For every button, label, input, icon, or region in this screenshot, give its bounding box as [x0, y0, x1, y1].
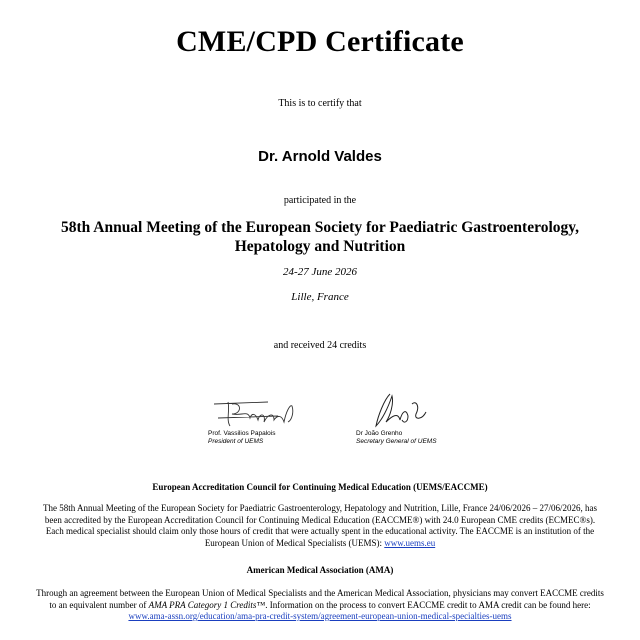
- eaccme-heading: European Accreditation Council for Continuing Medical Education (UEMS/EACCME): [152, 482, 488, 492]
- signature-block-secretary: [356, 390, 506, 446]
- ama-text-after: . Information on the process to convert EACCME credit to AMA credit can be found here:: [265, 599, 591, 610]
- ama-paragraph: [36, 588, 604, 623]
- participated-text: participated in the: [283, 195, 357, 206]
- event-name: [0, 218, 640, 256]
- event-location: Lille, France: [291, 291, 349, 303]
- ama-text-before: Through an agreement between the European Union of Medical Specialists and the American Medical Association, physicians may convert EACCME credits to an equivalent number of: [36, 588, 604, 610]
- ama-link[interactable]: www.ama-assn.org/education/ama-pra-credit-system/agreement-european-union-medical-specialties-uems: [128, 611, 512, 621]
- recipient-name: Dr. Arnold Valdes: [258, 148, 382, 165]
- signature-image-secretary: [356, 390, 456, 430]
- signature-role-secretary: Secretary General of UEMS: [356, 438, 437, 445]
- event-dates: 24-27 June 2026: [283, 266, 357, 278]
- certificate-title: CME/CPD Certificate: [176, 25, 464, 58]
- eaccme-text: The 58th Annual Meeting of the European Society for Paediatric Gastroenterology, Hepatology and Nutrition, Lille, France 24/06/2026 – 27/06/2026, has been accredited by the European Accreditation Council for Continuing Medical Education (EACCME®) with 24.0 European CME credits (ECMEC®s). Each medical specialist should claim only those hours of credit that were actually spent in the educational activity. The EACCME is an institution of the European Union of Medical Specialists (UEMS):: [42, 503, 598, 548]
- signature-image-president: [208, 390, 308, 430]
- uems-link[interactable]: www.uems.eu: [384, 537, 436, 548]
- event-name-line1: 58th Annual Meeting of the European Society for Paediatric Gastroenterology,: [60, 219, 580, 236]
- ama-credit-name: AMA PRA Category 1 Credits™: [148, 599, 266, 610]
- certify-text: This is to certify that: [278, 98, 362, 109]
- ama-heading: American Medical Association (AMA): [246, 565, 394, 575]
- eaccme-paragraph: [36, 503, 604, 549]
- signature-role-president: President of UEMS: [208, 438, 264, 445]
- signature-block-president: [208, 390, 358, 446]
- signature-name-president: Prof. Vassilios Papalois: [208, 430, 276, 437]
- credits-text: and received 24 credits: [273, 340, 367, 351]
- event-name-line2: Hepatology and Nutrition: [234, 238, 406, 255]
- signature-name-secretary: Dr João Grenho: [356, 430, 403, 437]
